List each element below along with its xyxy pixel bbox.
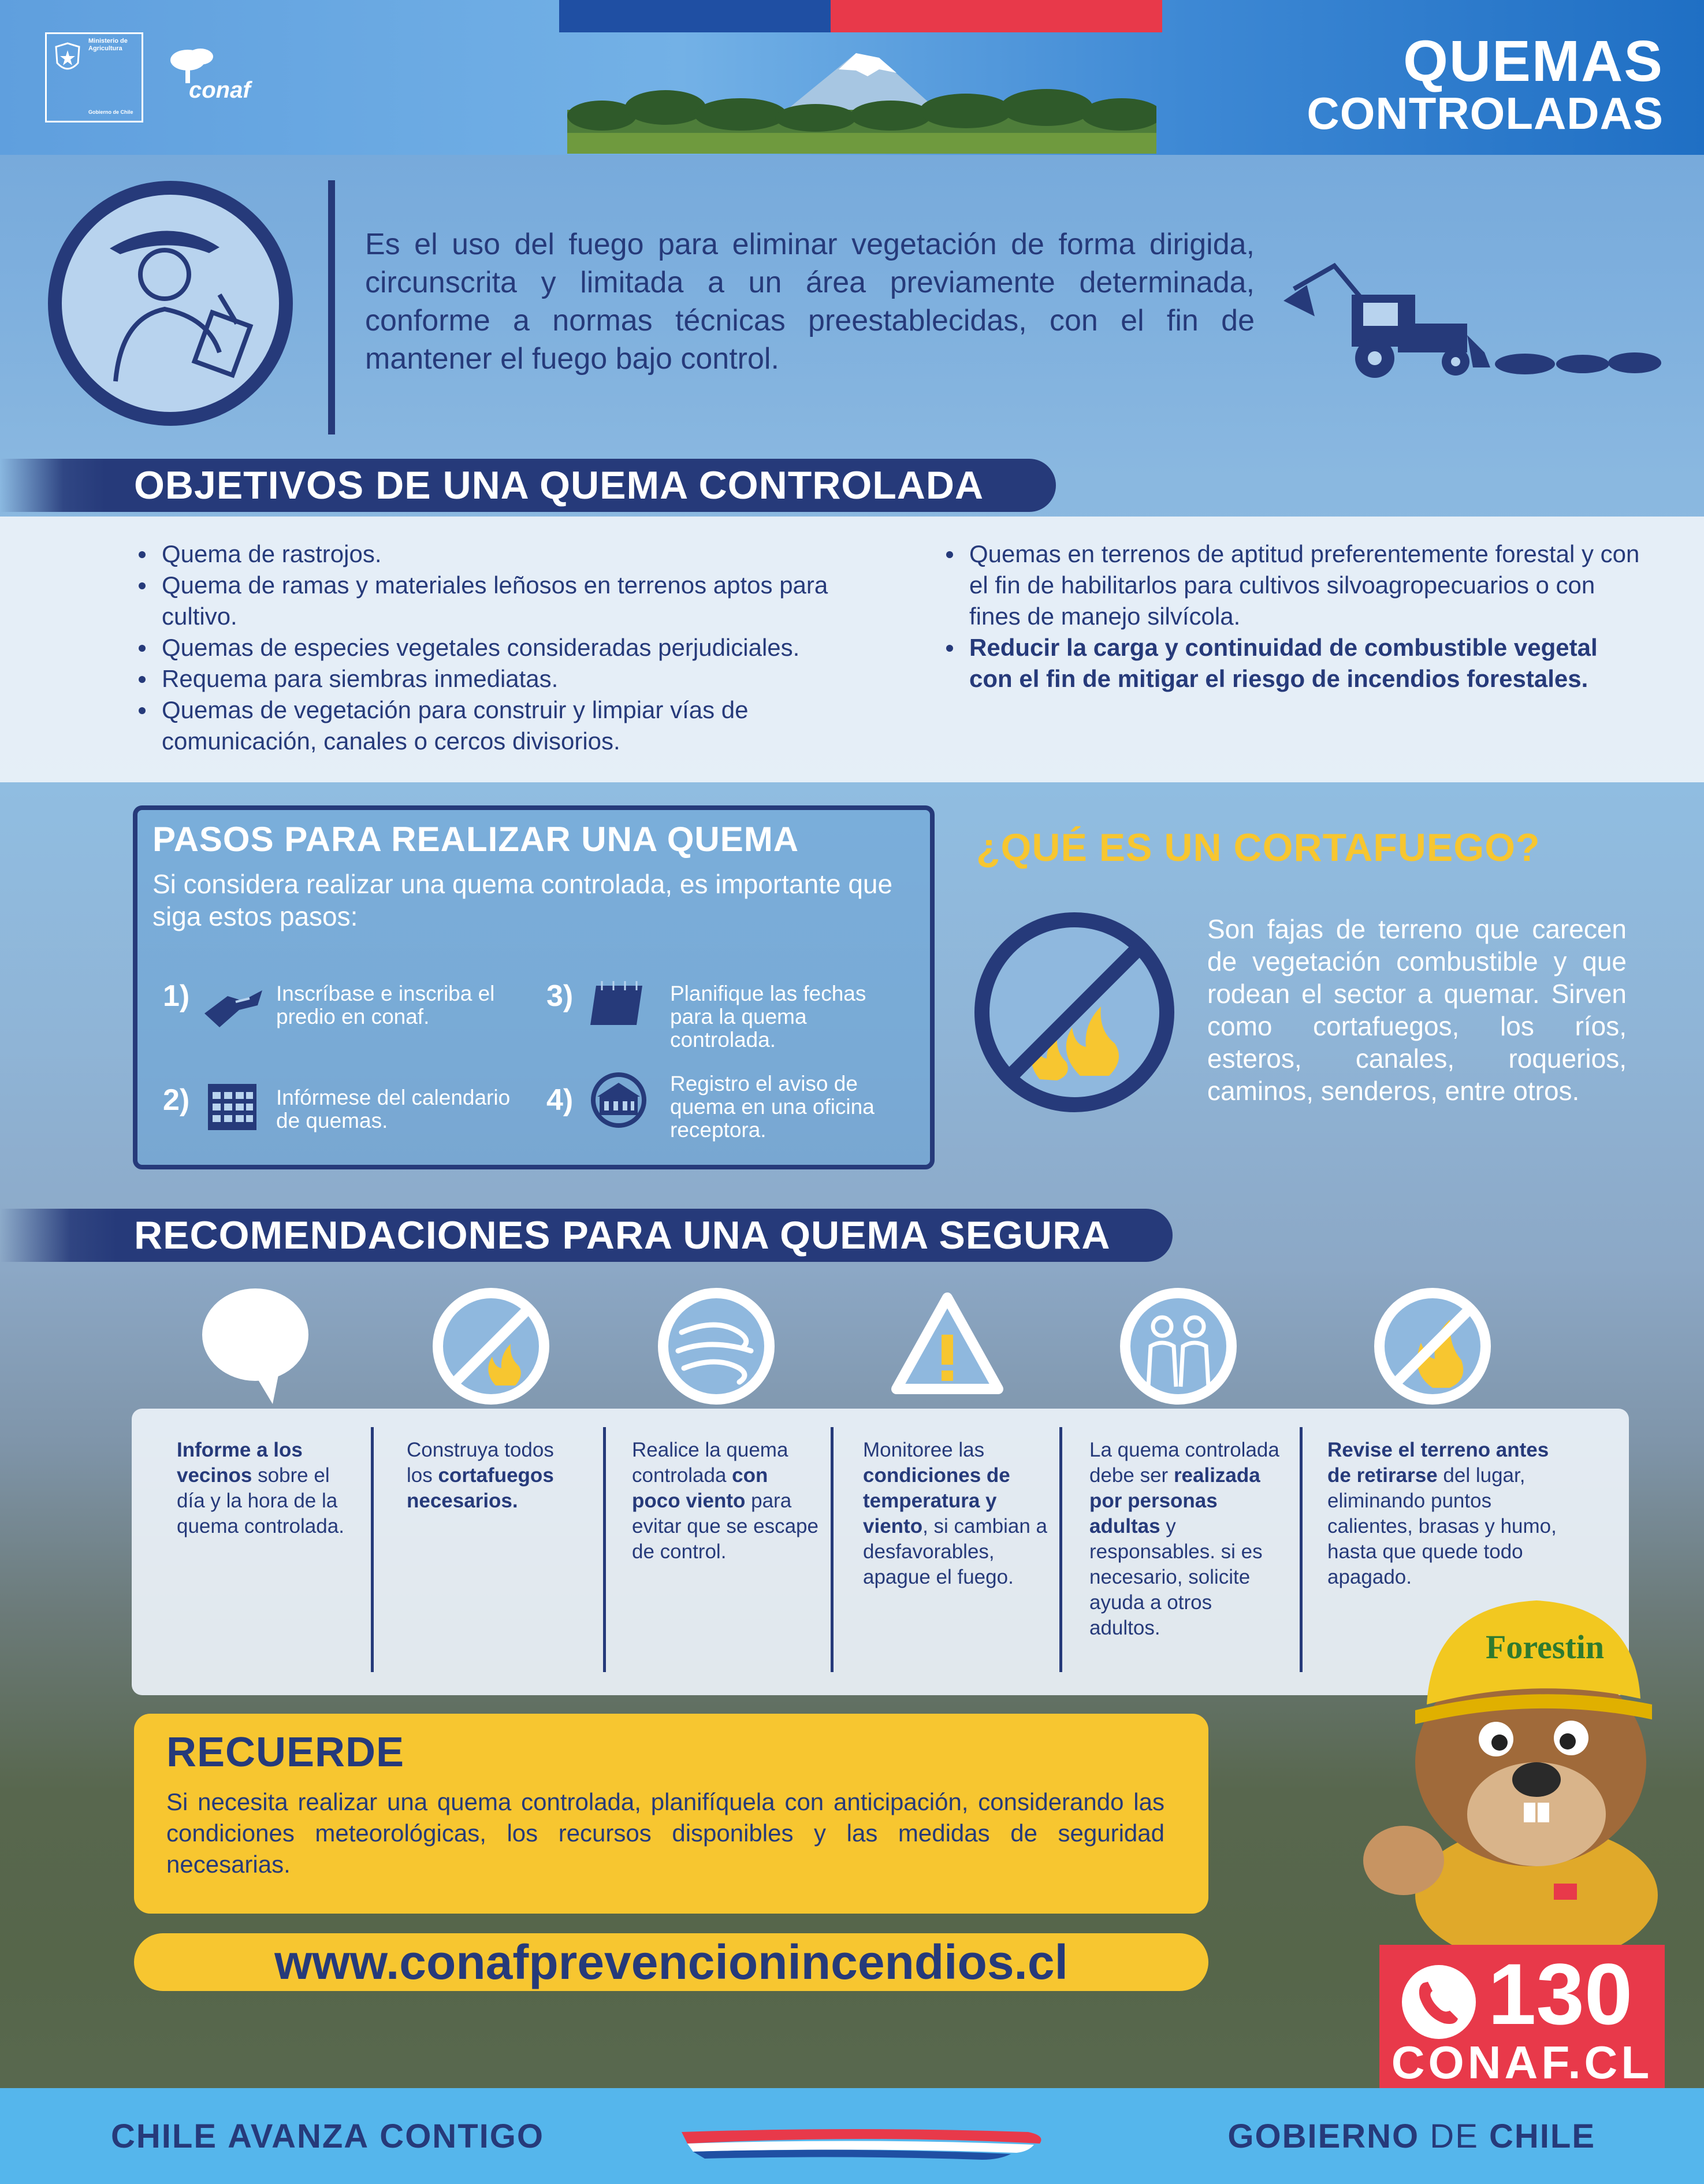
step-number: 4) — [546, 1083, 574, 1117]
column-divider — [1059, 1427, 1062, 1672]
hotline-badge[interactable] — [1379, 1945, 1665, 2088]
adults-icon — [1115, 1283, 1242, 1410]
recommendation-item: La quema controlada debe ser realizada por personas adultas y responsables. si es necesario, solicite ayuda a otros adultos. — [1089, 1439, 1279, 1639]
intro-divider — [328, 180, 335, 434]
steps-heading: PASOS PARA REALIZAR UNA QUEMA — [152, 820, 799, 859]
list-item: Quema de ramas y materiales leñosos en terrenos aptos para cultivo. — [133, 570, 855, 632]
list-item: Requema para siembras inmediatas. — [133, 663, 855, 694]
planner-icon — [587, 975, 650, 1033]
no-fire-icon — [1369, 1283, 1496, 1410]
column-divider — [603, 1427, 606, 1672]
firebreak-definition: Son fajas de terreno que carecen de vegetación combustible y que rodean el sector a quemar. Sirven como cortafuegos, los ríos, esteros, canales, roquerios, caminos, senderos, entre otros. — [1207, 914, 1627, 1106]
recommendation-item: Revise el terreno antes de retirarse del lugar, eliminando puntos calientes, brasas y humo, hasta que quede todo apagado. — [1327, 1439, 1557, 1588]
flag-swoosh-icon — [682, 2115, 1051, 2161]
step-text: Planifique las fechas para la quema controlada. — [670, 982, 866, 1052]
step-number: 2) — [163, 1083, 190, 1117]
hotline-site: CONAF.CL — [1391, 2037, 1653, 2088]
page-title-line2: CONTROLADAS — [1307, 88, 1664, 139]
handshake-icon — [202, 975, 266, 1033]
footer-slogan: CHILE AVANZA CONTIGO — [111, 2118, 544, 2155]
ministry-line2: Agricultura — [88, 45, 122, 52]
step-number: 1) — [163, 979, 190, 1013]
list-item: Quemas de vegetación para construir y limpiar vías de comunicación, canales o cercos divisorios. — [133, 694, 855, 757]
calendar-icon — [202, 1078, 266, 1136]
footer-government: GOBIERNO DE CHILE — [1227, 2118, 1595, 2155]
wind-icon — [653, 1283, 780, 1410]
flag-stripe-red — [831, 0, 1162, 32]
list-item: Quemas de especies vegetales consideradas perjudiciales. — [133, 632, 855, 663]
intro-definition: Es el uso del fuego para eliminar vegetación de forma dirigida, circunscrita y limitada a un área previamente determinada, conforme a normas técnicas preestablecidas, con el fin de mantener el fuego bajo control. — [365, 228, 1255, 376]
website-link[interactable]: www.conafprevencionincendios.cl — [134, 1933, 1208, 1991]
list-item: Quema de rastrojos. — [133, 538, 855, 570]
page-title-line1: QUEMAS — [1403, 29, 1664, 94]
column-divider — [1300, 1427, 1303, 1672]
volcano-forest-illustration — [567, 46, 1156, 154]
forestin-mascot-icon — [1363, 1572, 1687, 1947]
no-fire-icon — [427, 1283, 555, 1410]
warning-icon — [884, 1283, 1011, 1410]
column-divider — [831, 1427, 834, 1672]
no-fire-icon — [970, 908, 1178, 1116]
step-number: 3) — [546, 979, 574, 1013]
objectives-list-left — [133, 538, 855, 757]
step-text: Registro el aviso de quema en una oficina receptora. — [670, 1072, 875, 1142]
conaf-logo — [165, 45, 263, 109]
objectives-heading: OBJETIVOS DE UNA QUEMA CONTROLADA — [0, 459, 1056, 512]
column-divider — [371, 1427, 374, 1672]
reminder-heading: RECUERDE — [166, 1729, 405, 1776]
coat-of-arms-icon — [53, 41, 83, 76]
backhoe-icon — [1282, 254, 1664, 381]
office-building-icon — [587, 1070, 650, 1128]
firebreak-heading: ¿QUÉ ES UN CORTAFUEGO? — [976, 826, 1541, 870]
conaf-logo-text: conaf — [189, 77, 251, 103]
ministry-line1: Ministerio de — [88, 38, 128, 44]
ministry-bottom-text: Gobierno de Chile — [88, 109, 133, 115]
reminder-text: Si necesita realizar una quema controlada, planifíquela con anticipación, considerando las condiciones meteorológicas, los recursos disponibles y las medidas de seguridad necesarias. — [166, 1788, 1164, 1878]
steps-intro: Si considera realizar una quema controlada, es importante que siga estos pasos: — [152, 869, 893, 931]
speech-bubble-icon — [192, 1283, 319, 1410]
list-item-emphasis: Reducir la carga y continuidad de combustible vegetal con el fin de mitigar el riesgo de incendios forestales. — [940, 632, 1645, 694]
recommendation-item: Realice la quema controlada con poco viento para evitar que se escape de control. — [632, 1439, 818, 1563]
ranger-illustration-icon — [46, 179, 295, 428]
recommendations-heading: RECOMENDACIONES PARA UNA QUEMA SEGURA — [0, 1209, 1173, 1262]
hotline-number: 130 — [1488, 1945, 1633, 2042]
mascot-hat-label: Forestin — [1486, 1628, 1605, 1666]
flag-stripe-blue — [559, 0, 831, 32]
step-text: Infórmese del calendario de quemas. — [276, 1086, 511, 1132]
recommendation-item: Construya todos los cortafuegos necesarios. — [407, 1439, 554, 1512]
ministry-logo — [45, 32, 143, 122]
step-text: Inscríbase e inscriba el predio en conaf. — [276, 982, 495, 1028]
list-item: Quemas en terrenos de aptitud preferentemente forestal y con el fin de habilitarlos para cultivos silvoagropecuarios o con fines de manejo silvícola. — [940, 538, 1645, 632]
recommendation-item: Monitoree las condiciones de temperatura y viento, si cambian a desfavorables, apague el fuego. — [863, 1439, 1048, 1588]
recommendation-item: Informe a los vecinos sobre el día y la hora de la quema controlada. — [177, 1439, 344, 1537]
objectives-list-right — [940, 538, 1645, 694]
phone-icon — [1400, 1963, 1478, 2041]
